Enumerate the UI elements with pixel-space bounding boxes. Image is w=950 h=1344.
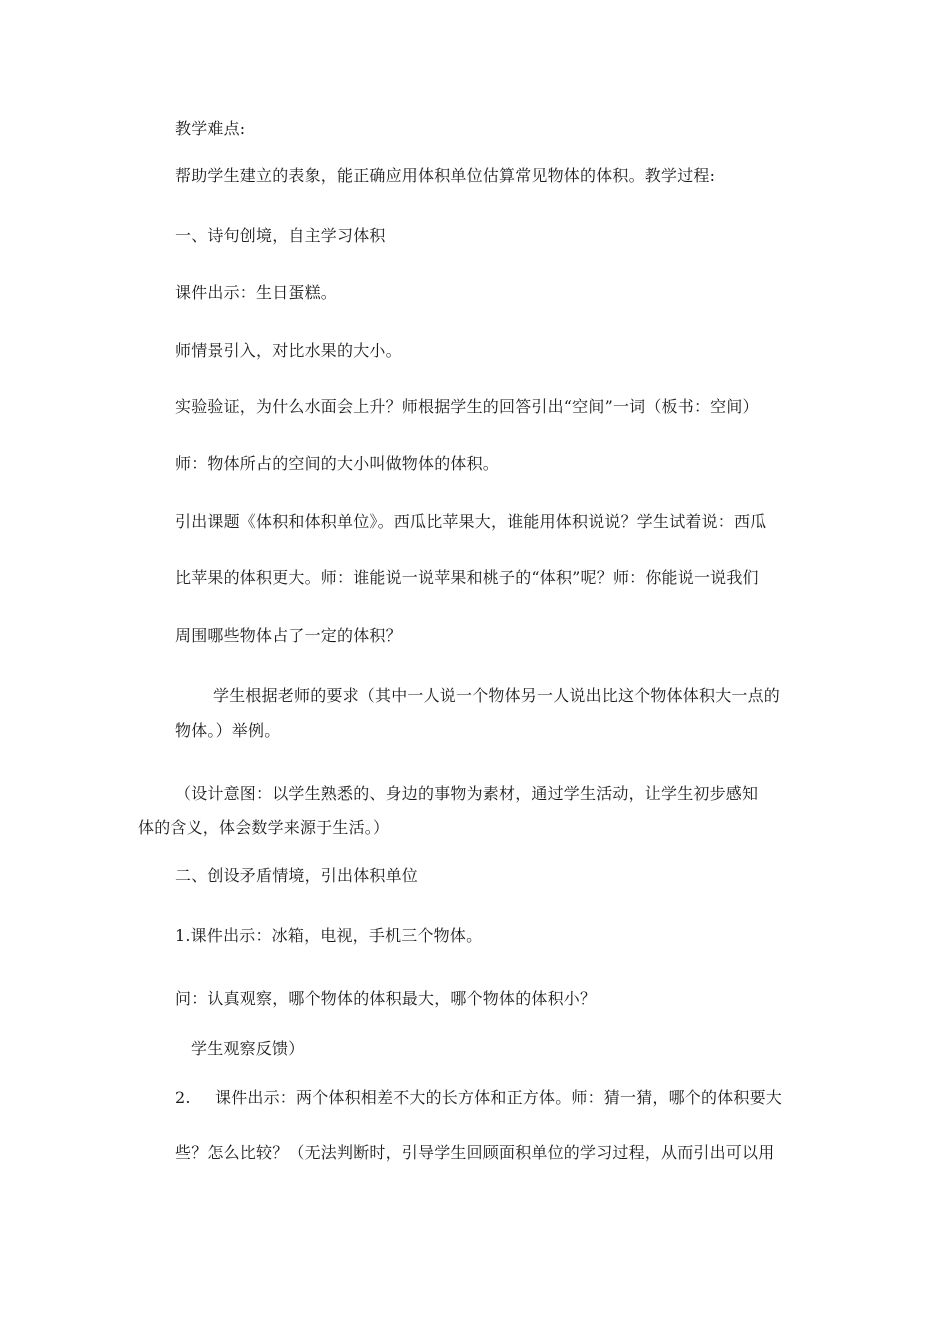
text-line-7: 师：物体所占的空间的大小叫做物体的体积。 [175, 454, 500, 473]
text-line-1: 教学难点: [175, 119, 246, 138]
text-line-12: 物体。）举例。 [175, 721, 281, 740]
text-line-16: 1.课件出示：冰箱，电视，手机三个物体。 [175, 926, 483, 945]
text-line-2: 帮助学生建立的表象，能正确应用体积单位估算常见物体的体积。教学过程: [175, 166, 716, 185]
text-line-20: 些？怎么比较？（无法判断时，引导学生回顾面积单位的学习过程，从而引出可以用 [175, 1143, 775, 1162]
text-line-14: 体的含义，体会数学来源于生活。） [138, 818, 390, 837]
text-line-9: 比苹果的体积更大。师：谁能说一说苹果和桃子的“体积”呢？师：你能说一说我们 [175, 568, 759, 587]
text-line-18: 学生观察反馈） [191, 1039, 305, 1058]
text-line-6: 实验验证，为什么水面会上升？师根据学生的回答引出“空间”一词（板书：空间） [175, 397, 759, 416]
text-line-15: 二、创设矛盾情境，引出体积单位 [175, 866, 419, 885]
text-line-3: 一、诗句创境，自主学习体积 [175, 226, 386, 245]
text-line-8: 引出课题《体积和体积单位》。西瓜比苹果大，谁能用体积说说？学生试着说：西瓜 [175, 512, 767, 531]
text-line-4: 课件出示：生日蛋糕。 [175, 283, 338, 302]
text-line-11: 学生根据老师的要求（其中一人说一个物体另一人说出比这个物体体积大一点的 [213, 686, 781, 705]
text-line-5: 师情景引入，对比水果的大小。 [175, 341, 402, 360]
text-line-19: 课件出示：两个体积相差不大的长方体和正方体。师：猜一猜，哪个的体积要大 [215, 1088, 783, 1107]
list-number-2: 2. [175, 1088, 191, 1107]
text-line-17: 问：认真观察，哪个物体的体积最大，哪个物体的体积小？ [175, 989, 597, 1008]
text-line-10: 周围哪些物体占了一定的体积？ [175, 626, 402, 645]
text-line-13: （设计意图：以学生熟悉的、身边的事物为素材，通过学生活动，让学生初步感知 [175, 784, 759, 803]
